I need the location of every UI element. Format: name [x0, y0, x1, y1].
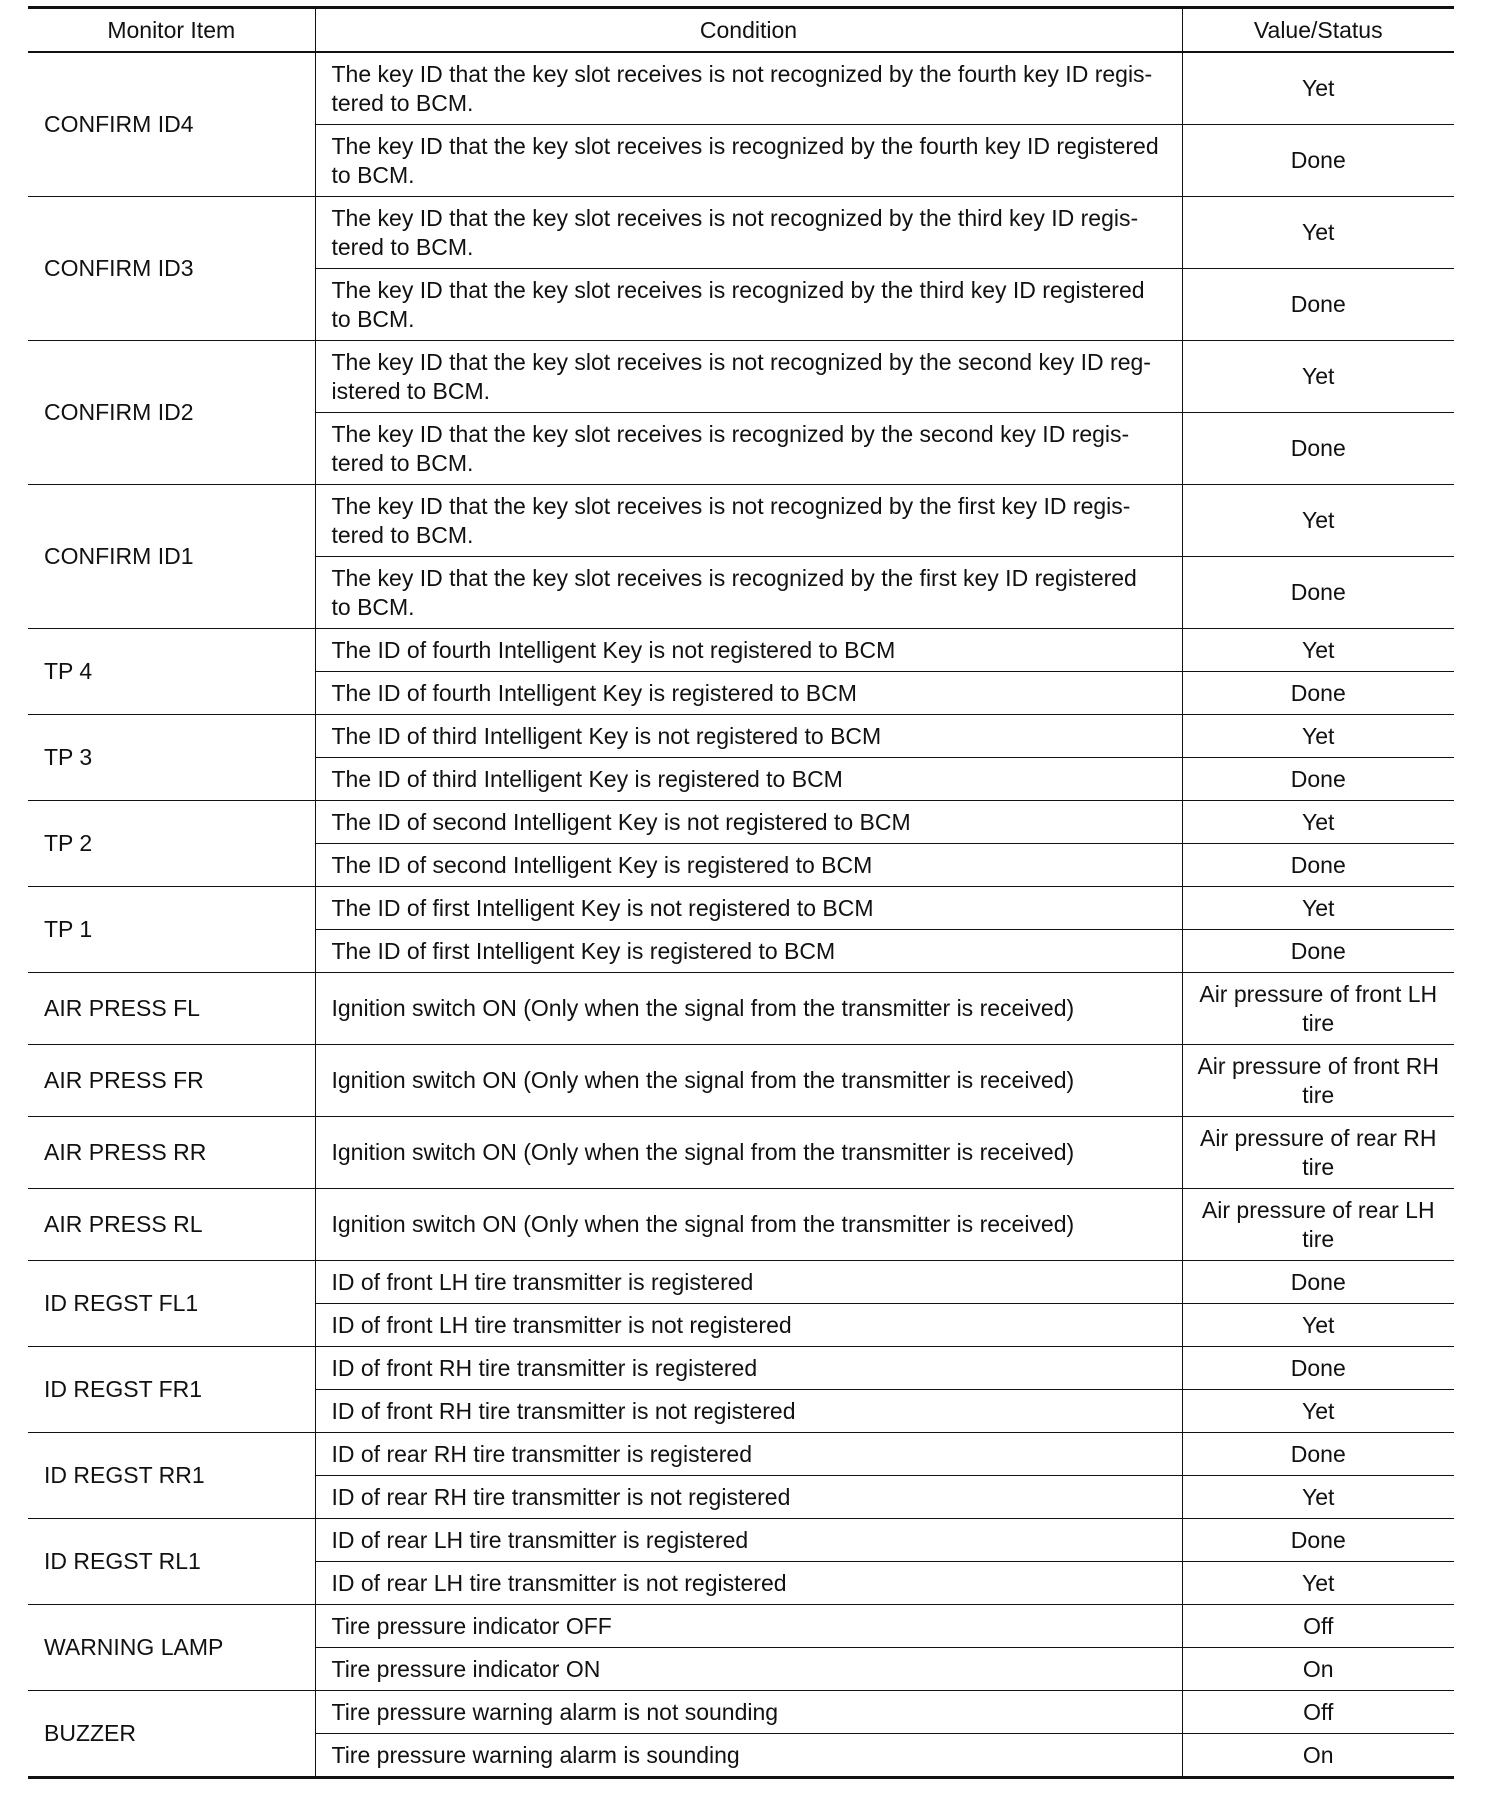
value-status-cell: Yet	[1182, 801, 1454, 844]
value-status-cell: Yet	[1182, 1390, 1454, 1433]
condition-cell: Tire pressure warning alarm is not sounding	[315, 1691, 1182, 1734]
condition-cell: Ignition switch ON (Only when the signal from the transmitter is received)	[315, 973, 1182, 1045]
monitor-item-cell: ID REGST RR1	[28, 1433, 315, 1519]
value-status-cell: Done	[1182, 125, 1454, 197]
condition-cell: ID of front RH tire transmitter is registered	[315, 1347, 1182, 1390]
value-status-cell: Air pressure of rear LH tire	[1182, 1189, 1454, 1261]
table-row	[28, 715, 1454, 758]
value-status-cell: Done	[1182, 1261, 1454, 1304]
condition-cell: Tire pressure warning alarm is sounding	[315, 1734, 1182, 1778]
monitor-item-cell: AIR PRESS RL	[28, 1189, 315, 1261]
monitor-item-cell: WARNING LAMP	[28, 1605, 315, 1691]
value-status-cell: Off	[1182, 1691, 1454, 1734]
condition-cell: The key ID that the key slot receives is recognized by the fourth key ID registered to BCM.	[315, 125, 1182, 197]
value-status-cell: Done	[1182, 1347, 1454, 1390]
value-status-cell: Yet	[1182, 341, 1454, 413]
table-row	[28, 1605, 1454, 1648]
table-row	[28, 801, 1454, 844]
condition-cell: The ID of fourth Intelligent Key is registered to BCM	[315, 672, 1182, 715]
table-row	[28, 629, 1454, 672]
table-body	[28, 52, 1454, 1778]
condition-cell: The key ID that the key slot receives is recognized by the first key ID registered to BCM.	[315, 557, 1182, 629]
condition-cell: The ID of first Intelligent Key is registered to BCM	[315, 930, 1182, 973]
condition-cell: ID of front LH tire transmitter is registered	[315, 1261, 1182, 1304]
monitor-item-cell: BUZZER	[28, 1691, 315, 1778]
monitor-item-cell: CONFIRM ID4	[28, 52, 315, 197]
value-status-cell: Air pressure of front LH tire	[1182, 973, 1454, 1045]
value-status-cell: Done	[1182, 930, 1454, 973]
value-status-cell: Yet	[1182, 715, 1454, 758]
value-status-cell: Yet	[1182, 1304, 1454, 1347]
value-status-cell: Done	[1182, 413, 1454, 485]
condition-cell: The ID of third Intelligent Key is not registered to BCM	[315, 715, 1182, 758]
value-status-cell: Done	[1182, 1519, 1454, 1562]
table-row	[28, 52, 1454, 125]
value-status-cell: Done	[1182, 844, 1454, 887]
monitor-item-cell: AIR PRESS FL	[28, 973, 315, 1045]
table-row	[28, 1691, 1454, 1734]
condition-cell: The key ID that the key slot receives is recognized by the third key ID registered to BCM.	[315, 269, 1182, 341]
value-status-cell: Off	[1182, 1605, 1454, 1648]
condition-cell: The key ID that the key slot receives is not recognized by the third key ID regis- tered to BCM.	[315, 197, 1182, 269]
condition-cell: Ignition switch ON (Only when the signal from the transmitter is received)	[315, 1045, 1182, 1117]
table-row	[28, 485, 1454, 557]
monitor-item-cell: ID REGST FR1	[28, 1347, 315, 1433]
value-status-cell: Yet	[1182, 1476, 1454, 1519]
value-status-cell: Yet	[1182, 52, 1454, 125]
condition-cell: ID of rear LH tire transmitter is registered	[315, 1519, 1182, 1562]
value-status-cell: Yet	[1182, 629, 1454, 672]
condition-cell: The ID of fourth Intelligent Key is not registered to BCM	[315, 629, 1182, 672]
value-status-cell: Done	[1182, 1433, 1454, 1476]
value-status-cell: Done	[1182, 269, 1454, 341]
condition-cell: The key ID that the key slot receives is not recognized by the first key ID regis- tered to BCM.	[315, 485, 1182, 557]
condition-cell: The ID of second Intelligent Key is registered to BCM	[315, 844, 1182, 887]
condition-cell: The key ID that the key slot receives is not recognized by the fourth key ID regis- tered to BCM.	[315, 52, 1182, 125]
monitor-item-cell: TP 3	[28, 715, 315, 801]
condition-cell: Ignition switch ON (Only when the signal from the transmitter is received)	[315, 1117, 1182, 1189]
condition-cell: The ID of second Intelligent Key is not registered to BCM	[315, 801, 1182, 844]
condition-cell: ID of rear LH tire transmitter is not registered	[315, 1562, 1182, 1605]
header-value-status: Value/Status	[1182, 8, 1454, 53]
monitor-item-cell: TP 2	[28, 801, 315, 887]
condition-cell: ID of rear RH tire transmitter is registered	[315, 1433, 1182, 1476]
monitor-item-cell: CONFIRM ID1	[28, 485, 315, 629]
condition-cell: The key ID that the key slot receives is not recognized by the second key ID reg- istered to BCM.	[315, 341, 1182, 413]
table-row	[28, 341, 1454, 413]
value-status-cell: Done	[1182, 557, 1454, 629]
condition-cell: The ID of first Intelligent Key is not registered to BCM	[315, 887, 1182, 930]
header-condition: Condition	[315, 8, 1182, 53]
condition-cell: The key ID that the key slot receives is recognized by the second key ID regis- tered to BCM.	[315, 413, 1182, 485]
condition-cell: ID of rear RH tire transmitter is not registered	[315, 1476, 1182, 1519]
monitor-item-cell: CONFIRM ID3	[28, 197, 315, 341]
table-row	[28, 1261, 1454, 1304]
table-row	[28, 1117, 1454, 1189]
value-status-cell: Yet	[1182, 197, 1454, 269]
value-status-cell: Done	[1182, 672, 1454, 715]
table-row	[28, 1347, 1454, 1390]
condition-cell: Tire pressure indicator OFF	[315, 1605, 1182, 1648]
value-status-cell: Air pressure of front RH tire	[1182, 1045, 1454, 1117]
condition-cell: Tire pressure indicator ON	[315, 1648, 1182, 1691]
table-row	[28, 1519, 1454, 1562]
table-row	[28, 887, 1454, 930]
value-status-cell: On	[1182, 1648, 1454, 1691]
monitor-item-cell: TP 4	[28, 629, 315, 715]
value-status-cell: Air pressure of rear RH tire	[1182, 1117, 1454, 1189]
monitor-item-cell: CONFIRM ID2	[28, 341, 315, 485]
table-row	[28, 1433, 1454, 1476]
condition-cell: The ID of third Intelligent Key is registered to BCM	[315, 758, 1182, 801]
monitor-item-cell: AIR PRESS RR	[28, 1117, 315, 1189]
monitor-item-table	[28, 6, 1454, 1779]
condition-cell: Ignition switch ON (Only when the signal from the transmitter is received)	[315, 1189, 1182, 1261]
monitor-item-cell: TP 1	[28, 887, 315, 973]
table-header-row	[28, 8, 1454, 53]
value-status-cell: Yet	[1182, 485, 1454, 557]
header-monitor-item: Monitor Item	[28, 8, 315, 53]
value-status-cell: Yet	[1182, 887, 1454, 930]
table-row	[28, 197, 1454, 269]
monitor-item-cell: AIR PRESS FR	[28, 1045, 315, 1117]
value-status-cell: On	[1182, 1734, 1454, 1778]
table-row	[28, 973, 1454, 1045]
value-status-cell: Done	[1182, 758, 1454, 801]
condition-cell: ID of front RH tire transmitter is not registered	[315, 1390, 1182, 1433]
table-row	[28, 1045, 1454, 1117]
monitor-item-cell: ID REGST FL1	[28, 1261, 315, 1347]
table-row	[28, 1189, 1454, 1261]
monitor-item-cell: ID REGST RL1	[28, 1519, 315, 1605]
condition-cell: ID of front LH tire transmitter is not registered	[315, 1304, 1182, 1347]
value-status-cell: Yet	[1182, 1562, 1454, 1605]
